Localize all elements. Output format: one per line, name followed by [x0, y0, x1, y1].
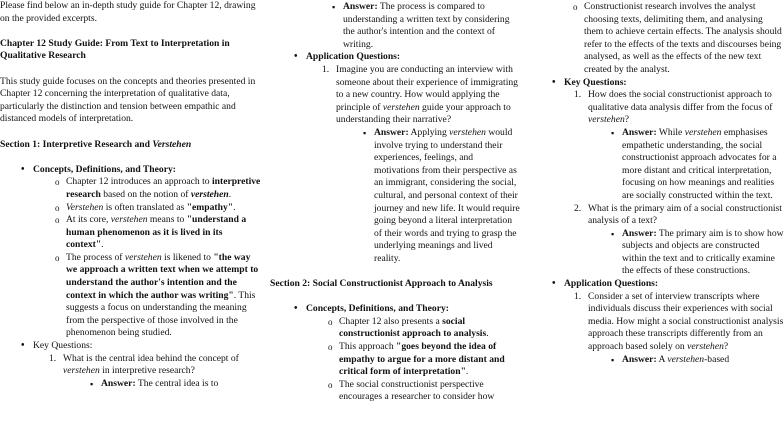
- column-1: [0, 0, 262, 390]
- concept-item-1: o Chapter 12 introduces an approach to interpretive research based on the notion of verstehen.: [66, 176, 262, 201]
- application-question-2-1: 1. Consider a set of interview transcripts where individuals discuss their experiences with social media. How might a social constructionist analysis approach these transcripts differently from an approach based solely on verstehen? ▪ Answer: A verstehen-based: [588, 291, 784, 367]
- application-questions-label: Application Questions:: [306, 51, 401, 63]
- application-questions-label-2: Application Questions:: [564, 278, 659, 290]
- application-answer-2-1: ▪ Answer: A verstehen-based: [622, 354, 784, 367]
- answer-2-2: ▪ Answer: The primary aim is to show how subjects and objects are constructed within the text and to critically examine the effects of these constructions.: [622, 228, 784, 278]
- application-question-1: 1. Imagine you are conducting an interview with someone about their experience of immigrating to a new country. How would applying the principle of verstehen guide your approach to understanding their narrative? ▪ Answer: Applying verstehen would involve trying to understand their experiences, feelings, and motivations from their perspective as an immigrant, considering the social, cultural, and personal context of their journey and new life. It would require going beyond a literal interpretation of their words and trying to grasp the underlying meanings and lived reality.: [336, 64, 520, 266]
- key-question-2-2: 2. What is the primary aim of a social constructionist analysis of a text? ▪ Answer: The primary aim is to show how subjects and objects are constructed within the text and to critically examine the effects of these constructions.: [588, 203, 784, 279]
- section-1-heading: [0, 139, 262, 152]
- column-3: [536, 1, 784, 366]
- guide-title: Chapter 12 Study Guide: From Text to Interpretation in Qualitative Research: [0, 37, 230, 62]
- application-answer-1: ▪ Answer: Applying verstehen would involve trying to understand their experiences, feelings, and motivations from their perspective as an immigrant, considering the social, cultural, and personal context of their journey and new life. It would require going beyond a literal interpretation of their words and trying to grasp the underlying meanings and lived reality.: [374, 127, 520, 266]
- overview-paragraph: This study guide focuses on the concepts and theories presented in Chapter 12 concerning the interpretation of qualitative data, particularly the distinction and tension between empathic and distanced models of interpretation.: [0, 75, 256, 125]
- key-question-1: 1. What is the central idea behind the concept of verstehen in interpretive research? ▪ Answer: The central idea is to: [63, 353, 262, 391]
- concepts-label-2: Concepts, Definitions, and Theory:: [306, 303, 449, 315]
- application-questions-bullet: [306, 51, 520, 265]
- concept-2-item-continued: o Constructionist research involves the analyst choosing texts, delimiting them, and analysing them to achieve certain effects. The analysis should refer to the effects of the texts and discourses being analysed, as well as the effects of the new text created by the analyst.: [584, 1, 784, 77]
- section-2-heading: Section 2: Social Constructionist Approach to Analysis: [270, 278, 493, 290]
- key-questions-label: Key Questions:: [33, 340, 93, 352]
- key-question-2-1: 1. How does the social constructionist approach to qualitative data analysis differ from the focus of verstehen? ▪ Answer: While verstehen emphasises empathetic understanding, the social constructionist approach advocates for a more distant and critical interpretation, focusing on how meanings and realities are socially constructed within the text.: [588, 89, 784, 202]
- answer-continued: ▪ Answer: The process is compared to understanding a written text by considering the author's intention and the context of writing.: [343, 1, 520, 51]
- concept-2-item-3: o The social constructionist perspective encourages a researcher to consider how: [339, 379, 520, 404]
- section-1-heading-text: Section 1: Interpretive Research and: [0, 138, 153, 150]
- concepts-label: Concepts, Definitions, and Theory:: [33, 163, 176, 175]
- answer-2-1: ▪ Answer: While verstehen emphasises empathetic understanding, the social constructionist approach advocates for a more distant and critical interpretation, focusing on how meanings and realities are socially constructed within the text.: [622, 127, 784, 203]
- key-questions-label-2: Key Questions:: [564, 76, 627, 88]
- key-questions-bullet: [33, 340, 262, 390]
- intro-paragraph: Please find below an in-depth study guide for Chapter 12, drawing on the provided excerpts.: [0, 0, 256, 24]
- concept-item-3: o At its core, verstehen means to "understand a human phenomenon as it is lived in its context".: [66, 214, 262, 252]
- application-questions-bullet-2: [564, 278, 784, 366]
- section-1-heading-term: Verstehen: [152, 138, 192, 150]
- concept-item-2: o Verstehen is often translated as "empathy".: [66, 202, 262, 215]
- answer-1: ▪ Answer: The central idea is to: [101, 378, 262, 391]
- concepts-bullet: [33, 164, 262, 340]
- concept-2-item-2: o This approach "goes beyond the idea of empathy to argue for a more distant and critical form of interpretation".: [339, 341, 520, 379]
- column-2: [270, 1, 520, 404]
- concept-2-item-1: o Chapter 12 also presents a social constructionist approach to analysis.: [339, 316, 520, 341]
- concept-item-4: o The process of verstehen is likened to "the way we approach a written text when we attempt to understand the author's intention and the context in which the author was writing". This suggests a focus on understanding the meaning from the perspective of those involved in the phenomenon being studied.: [66, 252, 262, 340]
- concepts-bullet-2: [306, 303, 520, 404]
- key-questions-bullet-2: [564, 77, 784, 279]
